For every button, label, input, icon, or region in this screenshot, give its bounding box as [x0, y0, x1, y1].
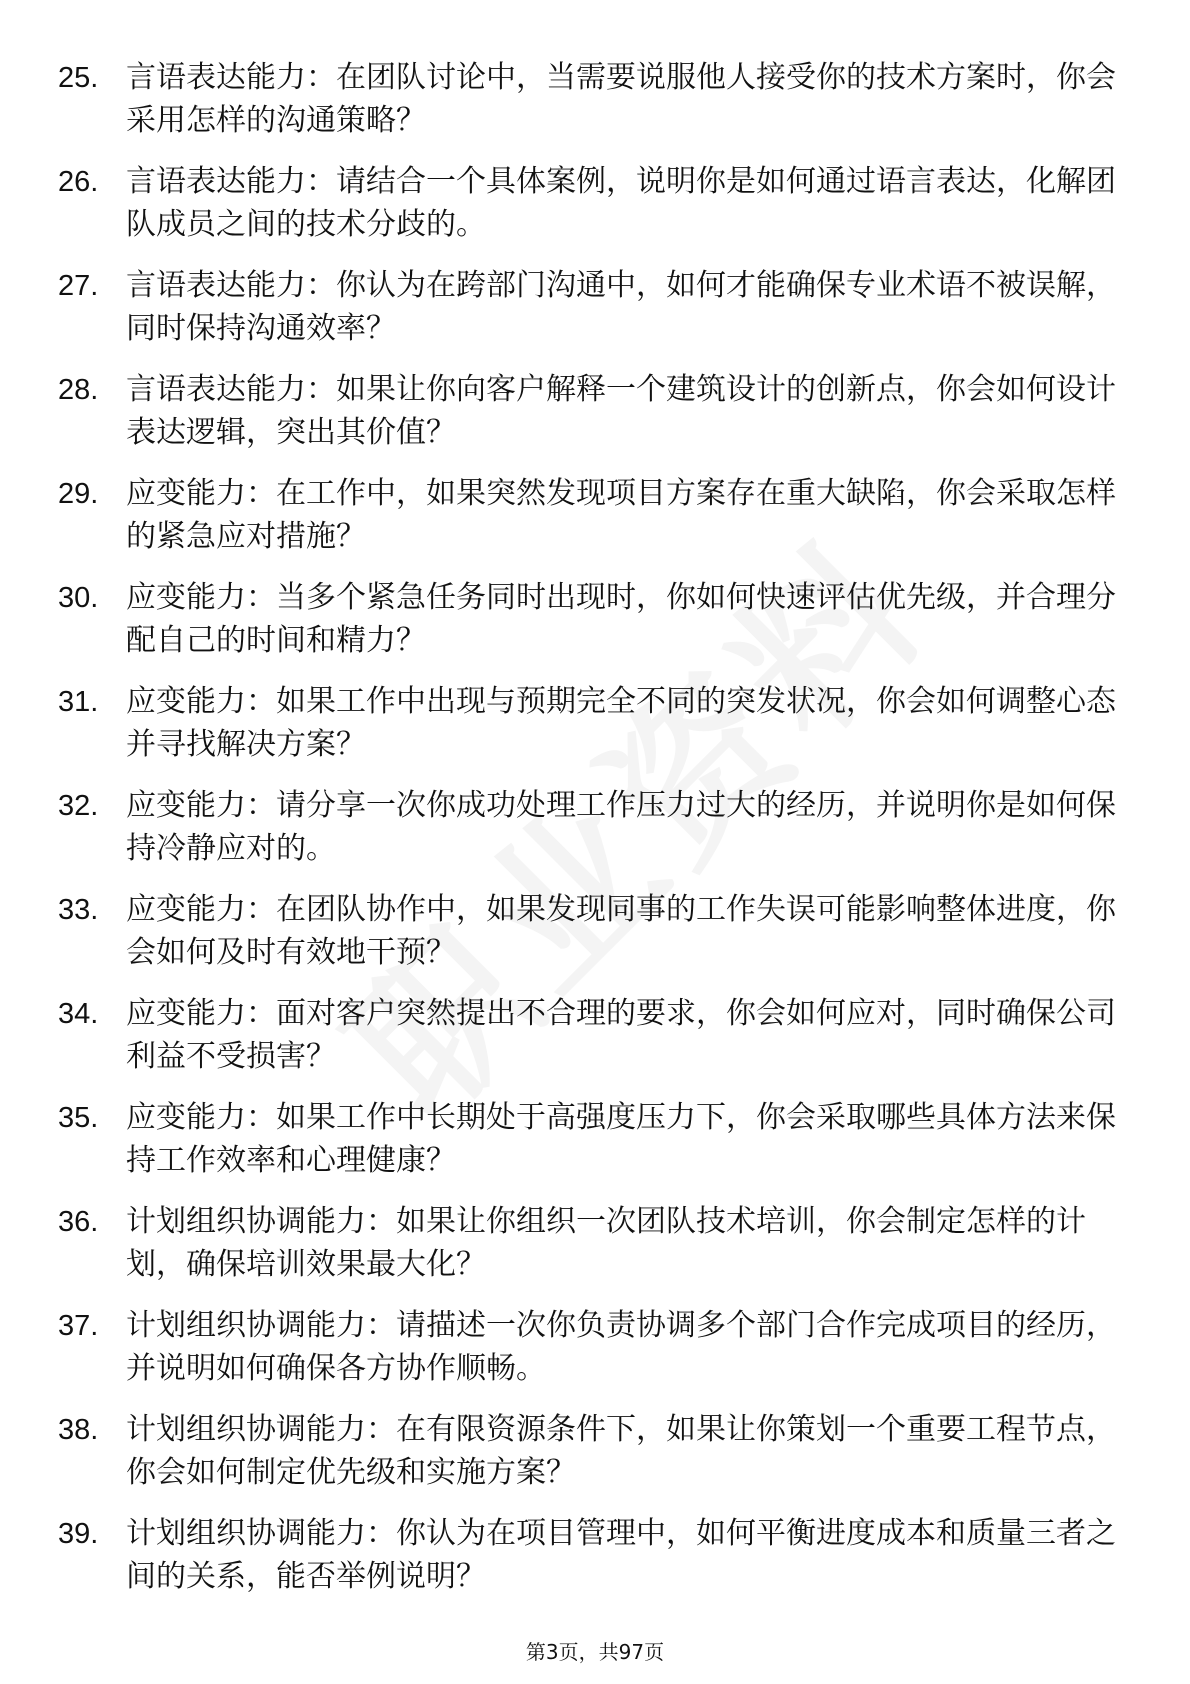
- question-item: [0, 1092, 1190, 1196]
- question-item: [0, 988, 1190, 1092]
- question-number: 27.: [58, 270, 99, 302]
- question-number: 36.: [58, 1206, 99, 1238]
- question-text: 言语表达能力：如果让你向客户解释一个建筑设计的创新点，你会如何设计表达逻辑，突出其价值？: [126, 372, 1116, 450]
- question-list: [0, 52, 1190, 1612]
- question-item: [0, 676, 1190, 780]
- question-text: 应变能力：如果工作中长期处于高强度压力下，你会采取哪些具体方法来保持工作效率和心理健康？: [126, 1100, 1116, 1178]
- question-number: 34.: [58, 998, 99, 1030]
- question-item: [0, 1196, 1190, 1300]
- question-number: 31.: [58, 686, 99, 718]
- question-number: 32.: [58, 790, 99, 822]
- question-number: 26.: [58, 166, 99, 198]
- question-item: [0, 572, 1190, 676]
- question-text: 计划组织协调能力：你认为在项目管理中，如何平衡进度成本和质量三者之间的关系，能否举例说明？: [126, 1516, 1116, 1594]
- question-number: 38.: [58, 1414, 99, 1446]
- question-item: [0, 780, 1190, 884]
- question-number: 35.: [58, 1102, 99, 1134]
- question-text: 言语表达能力：请结合一个具体案例，说明你是如何通过语言表达，化解团队成员之间的技术分歧的。: [126, 164, 1116, 242]
- question-text: 计划组织协调能力：在有限资源条件下，如果让你策划一个重要工程节点，你会如何制定优先级和实施方案？: [126, 1412, 1116, 1490]
- question-number: 33.: [58, 894, 99, 926]
- question-number: 39.: [58, 1518, 99, 1550]
- question-text: 应变能力：当多个紧急任务同时出现时，你如何快速评估优先级，并合理分配自己的时间和精力？: [126, 580, 1116, 658]
- question-item: [0, 1300, 1190, 1404]
- question-text: 应变能力：面对客户突然提出不合理的要求，你会如何应对，同时确保公司利益不受损害？: [126, 996, 1116, 1074]
- question-number: 30.: [58, 582, 99, 614]
- question-text: 计划组织协调能力：如果让你组织一次团队技术培训，你会制定怎样的计划，确保培训效果最大化？: [126, 1204, 1086, 1282]
- question-text: 言语表达能力：在团队讨论中，当需要说服他人接受你的技术方案时，你会采用怎样的沟通策略？: [126, 60, 1116, 138]
- question-item: [0, 468, 1190, 572]
- question-item: [0, 884, 1190, 988]
- question-text: 应变能力：在工作中，如果突然发现项目方案存在重大缺陷，你会采取怎样的紧急应对措施？: [126, 476, 1116, 554]
- question-text: 应变能力：请分享一次你成功处理工作压力过大的经历，并说明你是如何保持冷静应对的。: [126, 788, 1116, 866]
- question-text: 言语表达能力：你认为在跨部门沟通中，如何才能确保专业术语不被误解，同时保持沟通效率？: [126, 268, 1116, 346]
- question-item: [0, 364, 1190, 468]
- question-text: 应变能力：在团队协作中，如果发现同事的工作失误可能影响整体进度，你会如何及时有效地干预？: [126, 892, 1116, 970]
- question-number: 28.: [58, 374, 99, 406]
- question-item: [0, 1508, 1190, 1612]
- question-text: 计划组织协调能力：请描述一次你负责协调多个部门合作完成项目的经历，并说明如何确保各方协作顺畅。: [126, 1308, 1116, 1386]
- question-number: 37.: [58, 1310, 99, 1342]
- question-text: 应变能力：如果工作中出现与预期完全不同的突发状况，你会如何调整心态并寻找解决方案？: [126, 684, 1116, 762]
- question-number: 29.: [58, 478, 99, 510]
- question-item: [0, 156, 1190, 260]
- question-number: 25.: [58, 62, 99, 94]
- question-item: [0, 52, 1190, 156]
- page-number-footer: 第3页，共97页: [525, 1640, 665, 1664]
- question-item: [0, 1404, 1190, 1508]
- question-item: [0, 260, 1190, 364]
